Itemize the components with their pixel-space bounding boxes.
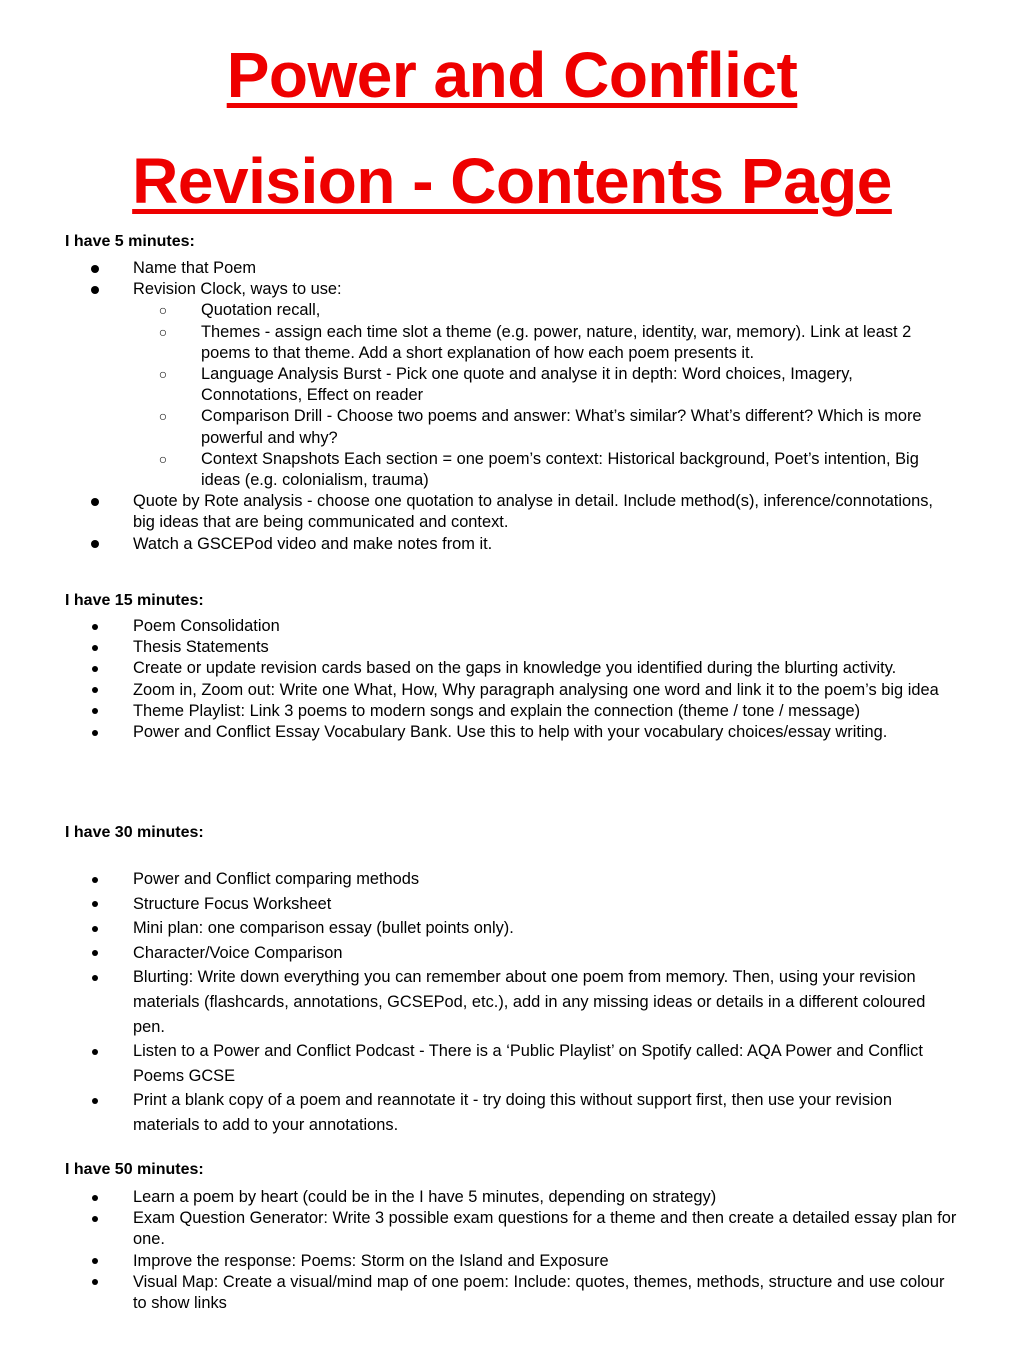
- bullet-icon: [88, 279, 102, 300]
- bullet-icon: [88, 534, 102, 555]
- title-line-1: Power and Conflict: [226, 39, 798, 111]
- list-item: Name that Poem: [0, 258, 1024, 279]
- section-heading-15-minutes: I have 15 minutes:: [65, 592, 204, 609]
- hollow-bullet-icon: ○: [158, 450, 168, 467]
- page-title: [0, 22, 1024, 234]
- list-item: Blurting: Write down everything you can remember about one poem from memory. Then, using your revision materials (flashcards, annotations, GCSEPod, etc.), add in any missing ideas or details in a different coloured pen.: [0, 965, 1024, 1039]
- bullet-icon: [88, 637, 102, 658]
- list-item: Learn a poem by heart (could be in the I have 5 minutes, depending on strategy): [0, 1187, 1024, 1208]
- bullet-icon: [88, 867, 102, 892]
- list-item: Mini plan: one comparison essay (bullet points only).: [0, 916, 1024, 941]
- list-item: Improve the response: Poems: Storm on the Island and Exposure: [0, 1251, 1024, 1272]
- bullet-icon: [88, 1187, 102, 1208]
- hollow-bullet-icon: ○: [158, 366, 168, 383]
- list-item: Create or update revision cards based on the gaps in knowledge you identified during the blurting activity.: [0, 658, 1024, 679]
- bullet-icon: [88, 491, 102, 512]
- list-item: Thesis Statements: [0, 637, 1024, 658]
- bullet-icon: [88, 916, 102, 941]
- list-item: Zoom in, Zoom out: Write one What, How, Why paragraph analysing one word and link it to the poem’s big idea: [0, 680, 1024, 701]
- bullet-icon: [88, 616, 102, 637]
- list-item: Quote by Rote analysis - choose one quotation to analyse in detail. Include method(s), inference/connotations, big ideas that are being communicated and context.: [0, 491, 1024, 533]
- bullet-icon: [88, 892, 102, 917]
- list-item: Character/Voice Comparison: [0, 941, 1024, 966]
- section-list-5-minutes: [0, 258, 1024, 555]
- hollow-bullet-icon: ○: [158, 408, 168, 425]
- bullet-icon: [88, 722, 102, 743]
- section-list-30-minutes: [0, 867, 1024, 1138]
- bullet-icon: [88, 701, 102, 722]
- bullet-icon: [88, 941, 102, 966]
- bullet-icon: [88, 1039, 102, 1064]
- list-item: Theme Playlist: Link 3 poems to modern songs and explain the connection (theme / tone / message): [0, 701, 1024, 722]
- sub-list-item: ○ Context Snapshots Each section = one poem’s context: Historical background, Poet’s intention, Big ideas (e.g. colonialism, trauma): [0, 449, 1024, 491]
- title-line-2: Revision - Contents Page: [132, 145, 892, 217]
- bullet-icon: [88, 1088, 102, 1113]
- section-list-15-minutes: [0, 616, 1024, 743]
- list-item: Watch a GSCEPod video and make notes from it.: [0, 534, 1024, 555]
- bullet-icon: [88, 658, 102, 679]
- bullet-icon: [88, 1208, 102, 1229]
- list-item: Visual Map: Create a visual/mind map of one poem: Include: quotes, themes, methods, structure and use colour to show links: [0, 1272, 1024, 1314]
- hollow-bullet-icon: ○: [158, 302, 168, 319]
- list-item: Listen to a Power and Conflict Podcast - There is a ‘Public Playlist’ on Spotify called: AQA Power and Conflict Poems GCSE: [0, 1039, 1024, 1088]
- list-item: Power and Conflict Essay Vocabulary Bank. Use this to help with your vocabulary choices/essay writing.: [0, 722, 1024, 743]
- section-heading-5-minutes: I have 5 minutes:: [65, 233, 195, 250]
- list-item: Print a blank copy of a poem and reannotate it - try doing this without support first, then use your revision materials to add to your annotations.: [0, 1088, 1024, 1137]
- bullet-icon: [88, 1272, 102, 1293]
- sub-list-item: ○ Comparison Drill - Choose two poems and answer: What’s similar? What’s different? Which is more powerful and why?: [0, 406, 1024, 448]
- revision-clock-sublist: [0, 300, 1024, 491]
- bullet-icon: [88, 258, 102, 279]
- list-item: Revision Clock, ways to use: ○ Quotation recall, ○ Themes - assign each time slot a theme (e.g. power, nature, identity, war, memory). Link at least 2 poems to that theme. Add a short explanation of how each poem presents it. ○ Language Analysis Burst - Pick one quote and analyse it in depth: Word choices, Imagery, Connotations, Effect on reader ○ Comparison Drill - Choose two poems and answer: What’s similar? What’s different? Which is more powerful and why? ○ Context Snapshots Each section = one poem’s context: Historical background, Poet’s intention, Big ideas (e.g. colonialism, trauma): [0, 279, 1024, 491]
- list-item: Poem Consolidation: [0, 616, 1024, 637]
- section-heading-50-minutes: I have 50 minutes:: [65, 1161, 204, 1178]
- list-item: Power and Conflict comparing methods: [0, 867, 1024, 892]
- sub-list-item: ○ Themes - assign each time slot a theme (e.g. power, nature, identity, war, memory). Link at least 2 poems to that theme. Add a short explanation of how each poem presents it.: [0, 322, 1024, 364]
- sub-list-item: ○ Quotation recall,: [0, 300, 1024, 321]
- bullet-icon: [88, 680, 102, 701]
- section-heading-30-minutes: I have 30 minutes:: [65, 824, 204, 841]
- list-item: Exam Question Generator: Write 3 possible exam questions for a theme and then create a detailed essay plan for one.: [0, 1208, 1024, 1250]
- bullet-icon: [88, 965, 102, 990]
- hollow-bullet-icon: ○: [158, 323, 168, 340]
- section-list-50-minutes: [0, 1187, 1024, 1314]
- bullet-icon: [88, 1251, 102, 1272]
- list-item: Structure Focus Worksheet: [0, 892, 1024, 917]
- sub-list-item: ○ Language Analysis Burst - Pick one quote and analyse it in depth: Word choices, Imagery, Connotations, Effect on reader: [0, 364, 1024, 406]
